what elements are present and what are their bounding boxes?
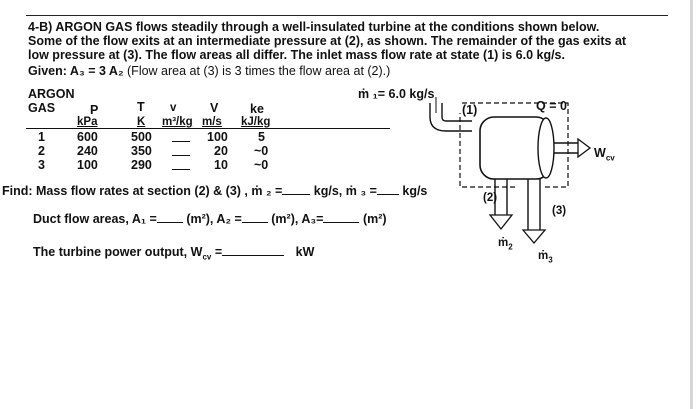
col-header-t: T: [137, 100, 145, 114]
m2-symbol: ṁ: [498, 237, 509, 249]
m2-answer-blank[interactable]: [282, 193, 310, 195]
m3-equals: ṁ ₃ =: [345, 184, 377, 198]
turbine-shaft: [554, 143, 578, 153]
col-header-p: P: [90, 103, 99, 117]
a1-unit: (m²),: [186, 212, 214, 226]
row-2-p: 240: [77, 144, 98, 158]
row-2-state: 2: [38, 144, 45, 158]
power-answer-blank[interactable]: [222, 254, 284, 256]
row-2-ke: ~0: [254, 144, 269, 158]
row-3-v-blank: [172, 169, 190, 170]
a3-equals: A₃=: [301, 212, 324, 226]
row-3-state: 3: [38, 158, 45, 172]
unit-ke: kJ/kg: [241, 116, 271, 128]
a1-answer-blank[interactable]: [157, 221, 183, 223]
a2-unit: (m²),: [271, 212, 299, 226]
row-1-ke: 5: [258, 130, 265, 144]
state-1-label: (1): [462, 103, 478, 117]
find-power-line: [33, 245, 314, 265]
state-2-label: (2): [483, 192, 498, 204]
exit-3-mass-flow: [538, 250, 553, 264]
gas-label-1: ARGON: [28, 87, 75, 101]
m3-subscript: 3: [548, 255, 553, 265]
unit-t: K: [137, 116, 146, 128]
m3-symbol: ṁ: [538, 250, 549, 262]
row-1-p: 600: [77, 130, 98, 144]
given-line: [28, 64, 390, 78]
m3-unit: kg/s: [402, 184, 428, 198]
row-1-t: 500: [131, 130, 152, 144]
given-note: (Flow area at (3) is 3 times the flow area at (2).): [127, 64, 391, 78]
turbine-end-cap: [538, 118, 554, 178]
problem-line-1: 4-B) ARGON GAS flows steadily through a well-insulated turbine at the conditions shown below.: [28, 20, 600, 34]
row-1-v-blank: [172, 141, 190, 142]
turbine-diagram: [400, 95, 660, 275]
find-comma: ,: [338, 184, 343, 198]
given-equation: A₃ = 3 A₂: [69, 64, 124, 78]
a3-answer-blank[interactable]: [323, 221, 359, 223]
a2-answer-blank[interactable]: [242, 221, 268, 223]
problem-line-3: low pressure at (3). The flow areas all differ. The inlet mass flow rate at state (1) is 6.0 kg/s.: [28, 48, 565, 62]
a3-unit: (m²): [362, 212, 387, 226]
a2-equals: A₂ =: [216, 212, 242, 226]
heat-transfer-label: Q = 0: [536, 99, 567, 113]
inlet-mass-flow: ṁ ₁= 6.0 kg/s: [358, 87, 435, 101]
row-2-v-blank: [172, 155, 190, 156]
state-3-label: (3): [552, 205, 567, 217]
work-label: [594, 146, 615, 166]
work-subscript: cv: [605, 153, 615, 163]
row-2-vel: 20: [214, 144, 228, 158]
m2-equals: ṁ ₂ =: [251, 184, 283, 198]
row-2-t: 350: [131, 144, 152, 158]
row-1-vel: 100: [207, 130, 228, 144]
col-header-v-specific: v: [170, 102, 177, 114]
page-edge: [690, 0, 693, 409]
find-mass-prefix: Find: Mass flow rates at section (2) & (3) ,: [2, 184, 248, 198]
row-3-ke: ~0: [254, 158, 269, 172]
work-symbol: W: [594, 146, 606, 160]
unit-v-specific: m³/kg: [162, 116, 193, 128]
exit-2-mass-flow: [498, 237, 513, 251]
exit-3-pipe: [528, 179, 540, 230]
problem-line-2: Some of the flow exits at an intermediate pressure at (2), as shown. The remainder of the gas exits at: [28, 34, 627, 48]
find-area-line: [33, 212, 387, 226]
exit-2-arrow: [490, 215, 512, 229]
m3-answer-blank[interactable]: [377, 193, 399, 195]
a1-prefix: Duct flow areas, A₁ =: [33, 212, 157, 226]
power-unit: kW: [295, 245, 315, 259]
exit-3-arrow: [523, 230, 545, 243]
given-label: Given:: [28, 64, 67, 78]
col-header-ke: ke: [250, 102, 264, 116]
table-header-rule: [26, 128, 390, 129]
work-arrow: [578, 139, 590, 157]
top-rule: [26, 15, 668, 16]
gas-label-2: GAS: [28, 101, 56, 115]
m2-unit: kg/s: [313, 184, 339, 198]
power-equals: =: [211, 245, 223, 259]
power-prefix: The turbine power output,: [33, 245, 188, 259]
find-mass-flow-line: [2, 184, 427, 198]
power-subscript: cv: [202, 252, 212, 262]
row-3-p: 100: [77, 158, 98, 172]
row-1-state: 1: [38, 130, 45, 144]
col-header-v-velocity: V: [210, 101, 219, 115]
m2-subscript: 2: [508, 242, 513, 252]
power-symbol: W: [190, 245, 203, 259]
unit-p: kPa: [77, 116, 98, 128]
row-3-t: 290: [131, 158, 152, 172]
row-3-vel: 10: [214, 158, 228, 172]
unit-v-velocity: m/s: [202, 116, 222, 128]
